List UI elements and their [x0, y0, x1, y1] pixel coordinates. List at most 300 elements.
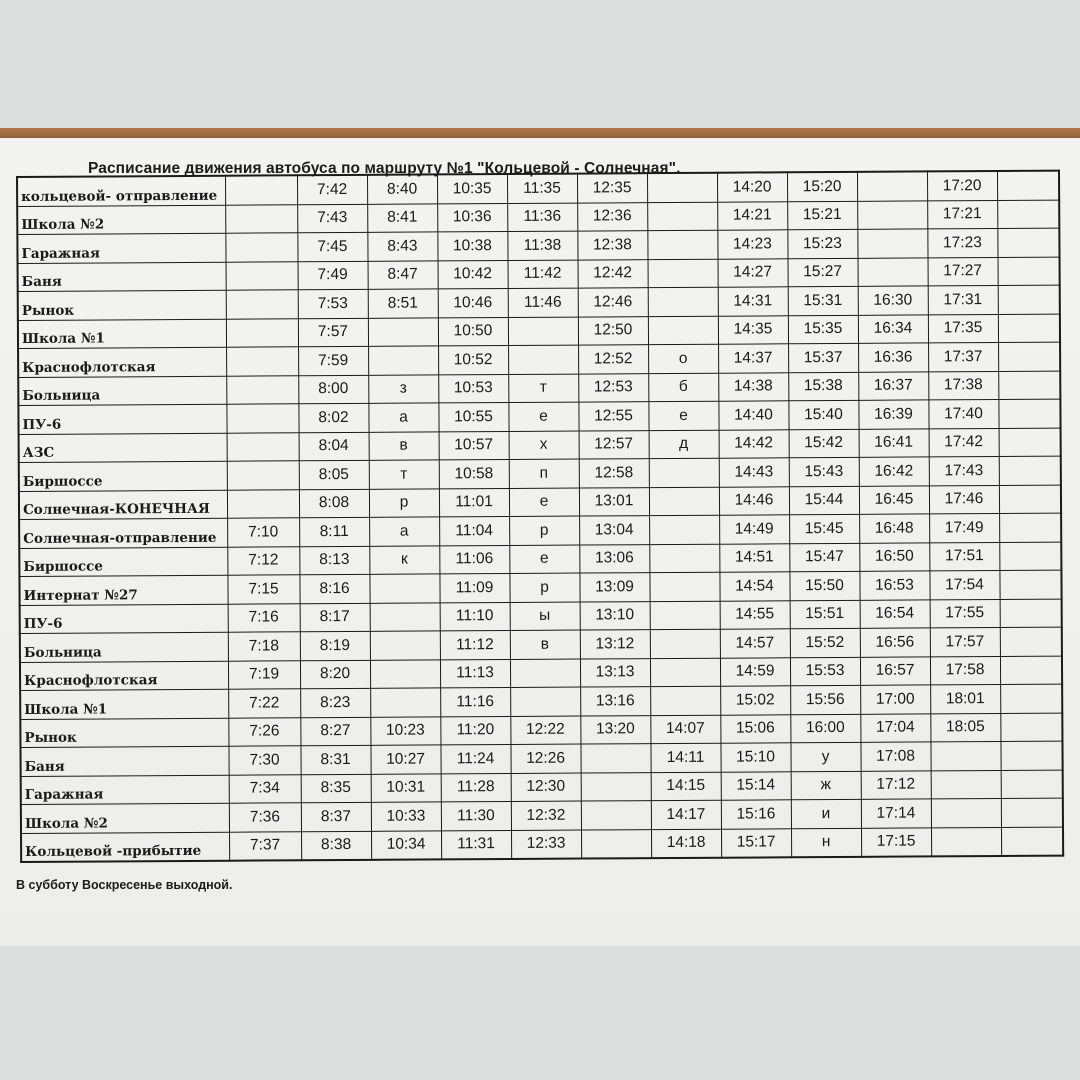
time-cell	[370, 688, 440, 717]
time-cell: у	[790, 742, 860, 771]
time-cell	[648, 287, 718, 316]
time-cell: д	[649, 430, 719, 459]
time-cell	[931, 770, 1001, 799]
time-cell: 10:42	[438, 260, 508, 289]
time-cell	[649, 515, 719, 544]
stop-name-cell: Солнечная-отправление	[19, 518, 227, 548]
time-cell	[648, 316, 718, 345]
time-cell	[650, 601, 720, 630]
time-cell: 12:53	[578, 373, 648, 402]
time-cell: е	[508, 402, 578, 431]
time-cell: 7:30	[228, 746, 300, 775]
time-cell: 16:50	[859, 542, 929, 571]
time-cell: 7:26	[228, 717, 300, 746]
time-cell: 16:42	[859, 457, 929, 486]
time-cell	[1000, 713, 1062, 742]
time-cell	[508, 317, 578, 346]
time-cell: 14:15	[651, 772, 721, 801]
time-cell: 16:48	[859, 514, 929, 543]
time-cell	[999, 456, 1061, 485]
stop-name-cell: кольцевой- отправление	[17, 176, 225, 206]
time-cell: 14:49	[719, 515, 789, 544]
time-cell: 7:37	[229, 831, 301, 860]
stop-name-cell: Школа №1	[20, 689, 228, 719]
time-cell: 17:12	[861, 770, 931, 799]
time-cell	[649, 487, 719, 516]
time-cell	[226, 375, 298, 404]
time-cell	[369, 574, 439, 603]
time-cell	[649, 572, 719, 601]
stop-name-cell: Гаражная	[17, 233, 225, 263]
time-cell	[510, 687, 580, 716]
time-cell	[581, 772, 651, 801]
time-cell: в	[510, 630, 580, 659]
time-cell: 12:42	[578, 259, 648, 288]
time-cell	[1001, 798, 1063, 827]
time-cell: 12:52	[578, 345, 648, 374]
time-cell: 7:53	[298, 289, 368, 318]
time-cell: 11:09	[439, 573, 509, 602]
time-cell	[226, 404, 298, 433]
stop-name-cell: Баня	[18, 262, 226, 292]
stop-name-cell: Школа №2	[17, 205, 225, 235]
time-cell: 11:31	[441, 830, 511, 859]
time-cell: 16:00	[790, 714, 860, 743]
time-cell: 14:55	[720, 600, 790, 629]
time-cell: 14:07	[650, 715, 720, 744]
time-cell: 10:55	[438, 402, 508, 431]
time-cell: 8:51	[368, 289, 438, 318]
time-cell	[930, 741, 1000, 770]
time-cell	[1000, 741, 1062, 770]
time-cell	[649, 458, 719, 487]
time-cell: 14:46	[719, 486, 789, 515]
time-cell	[226, 318, 298, 347]
time-cell: 15:16	[721, 800, 791, 829]
time-cell: 17:54	[929, 571, 999, 600]
time-cell: 10:50	[438, 317, 508, 346]
time-cell: 8:11	[299, 517, 369, 546]
time-cell: 17:38	[928, 371, 998, 400]
time-cell: 7:19	[228, 660, 300, 689]
time-cell: е	[648, 401, 718, 430]
time-cell: 10:46	[438, 288, 508, 317]
time-cell: 14:51	[719, 543, 789, 572]
time-cell: 14:11	[650, 743, 720, 772]
time-cell: 15:51	[790, 600, 860, 629]
time-cell: 11:13	[440, 659, 510, 688]
stop-name-cell: Баня	[20, 746, 228, 776]
time-cell	[580, 744, 650, 773]
time-cell: 14:17	[651, 800, 721, 829]
time-cell	[510, 659, 580, 688]
time-cell: 15:21	[787, 201, 857, 230]
time-cell: о	[648, 344, 718, 373]
time-cell: 14:43	[719, 458, 789, 487]
time-cell: а	[368, 403, 438, 432]
time-cell: 7:34	[229, 774, 301, 803]
time-cell: 8:04	[299, 432, 369, 461]
time-cell: р	[509, 516, 579, 545]
time-cell: 10:23	[370, 716, 440, 745]
time-cell: н	[791, 828, 861, 857]
time-cell: 12:30	[511, 773, 581, 802]
time-cell: 18:05	[930, 713, 1000, 742]
time-cell	[857, 229, 927, 258]
time-cell: 15:14	[721, 771, 791, 800]
time-cell: 14:57	[720, 629, 790, 658]
time-cell: 7:10	[227, 518, 299, 547]
time-cell: 8:08	[299, 489, 369, 518]
time-cell: 7:18	[228, 632, 300, 661]
time-cell: 7:57	[298, 318, 368, 347]
time-cell: е	[509, 488, 579, 517]
time-cell	[997, 228, 1059, 257]
time-cell: б	[648, 373, 718, 402]
time-cell: 15:42	[789, 429, 859, 458]
time-cell: 10:38	[437, 231, 507, 260]
time-cell: 12:50	[578, 316, 648, 345]
time-cell: 10:35	[437, 174, 507, 203]
time-cell: 7:12	[227, 546, 299, 575]
time-cell: 15:44	[789, 486, 859, 515]
time-cell: 10:57	[439, 431, 509, 460]
time-cell: 11:04	[439, 516, 509, 545]
time-cell: 17:15	[861, 827, 931, 856]
stop-name-cell: Школа №1	[18, 319, 226, 349]
time-cell: 13:09	[579, 573, 649, 602]
time-cell: 11:10	[440, 602, 510, 631]
stop-name-cell: ПУ-6	[18, 404, 226, 434]
time-cell: 13:20	[580, 715, 650, 744]
time-cell: 8:38	[301, 831, 371, 860]
time-cell: 13:13	[580, 658, 650, 687]
background-lower	[0, 946, 1080, 1080]
time-cell: 17:04	[860, 713, 930, 742]
time-cell: 14:20	[717, 172, 787, 201]
time-cell: 10:53	[438, 374, 508, 403]
time-cell	[858, 257, 928, 286]
time-cell	[650, 629, 720, 658]
time-cell: 14:31	[718, 287, 788, 316]
time-cell	[647, 173, 717, 202]
time-cell	[1000, 656, 1062, 685]
time-cell: 17:43	[929, 457, 999, 486]
stop-name-cell: Биршоссе	[19, 461, 227, 491]
time-cell: 10:33	[371, 802, 441, 831]
time-cell	[370, 631, 440, 660]
schedule-table-wrapper	[16, 170, 1064, 863]
time-cell: 14:18	[651, 829, 721, 858]
time-cell: 14:35	[718, 315, 788, 344]
stop-name-cell: Больница	[18, 376, 226, 406]
time-cell: 7:43	[297, 204, 367, 233]
stop-name-cell: Рынок	[20, 718, 228, 748]
time-cell	[997, 200, 1059, 229]
time-cell: 17:57	[930, 627, 1000, 656]
time-cell	[998, 285, 1060, 314]
time-cell: 10:34	[371, 830, 441, 859]
time-cell: 14:54	[719, 572, 789, 601]
time-cell: 10:31	[371, 773, 441, 802]
time-cell: 18:01	[930, 684, 1000, 713]
time-cell: 8:00	[298, 375, 368, 404]
time-cell	[649, 544, 719, 573]
time-cell	[650, 686, 720, 715]
time-cell: 15:37	[788, 343, 858, 372]
time-cell: 7:59	[298, 346, 368, 375]
time-cell	[931, 827, 1001, 856]
time-cell	[1001, 770, 1063, 799]
time-cell: т	[508, 374, 578, 403]
time-cell: 11:20	[440, 716, 510, 745]
time-cell: 8:35	[301, 774, 371, 803]
time-cell	[647, 230, 717, 259]
time-cell: 13:16	[580, 687, 650, 716]
time-cell: 15:40	[788, 400, 858, 429]
time-cell	[998, 342, 1060, 371]
stop-name-cell: Рынок	[18, 290, 226, 320]
time-cell: 16:57	[860, 656, 930, 685]
time-cell: 8:13	[299, 546, 369, 575]
time-cell	[998, 314, 1060, 343]
time-cell: 15:52	[790, 628, 860, 657]
time-cell: 11:28	[441, 773, 511, 802]
time-cell: р	[509, 573, 579, 602]
time-cell: 14:21	[717, 201, 787, 230]
time-cell: 15:45	[789, 514, 859, 543]
time-cell: 16:37	[858, 371, 928, 400]
stop-name-cell: ПУ-6	[20, 604, 228, 634]
time-cell	[999, 542, 1061, 571]
time-cell: 8:40	[367, 174, 437, 203]
time-cell: 15:23	[787, 229, 857, 258]
time-cell	[1000, 684, 1062, 713]
time-cell	[999, 428, 1061, 457]
time-cell	[226, 261, 298, 290]
time-cell	[1000, 599, 1062, 628]
time-cell: 17:55	[930, 599, 1000, 628]
time-cell: 14:40	[718, 401, 788, 430]
time-cell: 7:36	[229, 803, 301, 832]
time-cell: 7:15	[227, 575, 299, 604]
time-cell	[581, 829, 651, 858]
time-cell: 12:38	[577, 231, 647, 260]
time-cell: 12:26	[510, 744, 580, 773]
time-cell: 12:55	[578, 402, 648, 431]
time-cell: 17:35	[928, 314, 998, 343]
time-cell: 14:27	[718, 258, 788, 287]
time-cell: 17:46	[929, 485, 999, 514]
time-cell: 8:37	[301, 802, 371, 831]
schedule-title: Расписание движения автобуса по маршруту №1 "Кольцевой - Солнечная".	[88, 160, 681, 177]
time-cell: 17:49	[929, 514, 999, 543]
time-cell: 11:46	[508, 288, 578, 317]
time-cell: 10:36	[437, 203, 507, 232]
time-cell	[226, 290, 298, 319]
time-cell: 17:20	[927, 171, 997, 200]
time-cell: 17:42	[929, 428, 999, 457]
table-row	[21, 827, 1063, 862]
time-cell: 12:46	[578, 288, 648, 317]
time-cell: к	[369, 545, 439, 574]
time-cell: 16:36	[858, 343, 928, 372]
time-cell	[857, 200, 927, 229]
time-cell: 15:06	[720, 714, 790, 743]
stop-name-cell: Кольцевой -прибытие	[21, 832, 229, 862]
stop-name-cell: АЗС	[19, 433, 227, 463]
time-cell: т	[369, 460, 439, 489]
time-cell: 11:24	[440, 744, 510, 773]
time-cell	[931, 798, 1001, 827]
time-cell	[368, 317, 438, 346]
time-cell: 15:38	[788, 372, 858, 401]
time-cell	[227, 432, 299, 461]
time-cell: 7:22	[228, 689, 300, 718]
time-cell: 16:39	[858, 400, 928, 429]
time-cell: 15:43	[789, 457, 859, 486]
time-cell: в	[369, 431, 439, 460]
time-cell: 8:41	[367, 203, 437, 232]
time-cell: 8:19	[300, 631, 370, 660]
time-cell: 17:58	[930, 656, 1000, 685]
time-cell: 14:42	[719, 429, 789, 458]
schedule-table	[16, 170, 1064, 863]
time-cell	[1000, 627, 1062, 656]
time-cell	[370, 659, 440, 688]
time-cell: 11:12	[440, 630, 510, 659]
time-cell	[508, 345, 578, 374]
time-cell	[370, 602, 440, 631]
time-cell: 12:32	[511, 801, 581, 830]
time-cell: 16:41	[859, 428, 929, 457]
time-cell: 8:16	[299, 574, 369, 603]
time-cell: 7:49	[298, 261, 368, 290]
time-cell	[226, 347, 298, 376]
time-cell: 14:37	[718, 344, 788, 373]
time-cell: 17:00	[860, 685, 930, 714]
time-cell: 11:35	[507, 174, 577, 203]
time-cell: 17:51	[929, 542, 999, 571]
time-cell: 14:59	[720, 657, 790, 686]
time-cell: 16:54	[860, 599, 930, 628]
stop-name-cell: Интернат №27	[19, 575, 227, 605]
stop-name-cell: Солнечная-КОНЕЧНАЯ	[19, 490, 227, 520]
time-cell	[225, 233, 297, 262]
time-cell: 13:10	[580, 601, 650, 630]
time-cell: 17:21	[927, 200, 997, 229]
time-cell: 17:31	[928, 286, 998, 315]
time-cell: 17:23	[927, 229, 997, 258]
time-cell: 8:23	[300, 688, 370, 717]
time-cell	[227, 489, 299, 518]
time-cell: 15:31	[788, 286, 858, 315]
time-cell: 11:01	[439, 488, 509, 517]
footnote: В субботу Воскресенье выходной.	[16, 878, 233, 892]
time-cell: а	[369, 517, 439, 546]
time-cell: 16:53	[859, 571, 929, 600]
time-cell: 14:23	[717, 230, 787, 259]
schedule-table-body	[17, 171, 1063, 862]
time-cell: 12:22	[510, 716, 580, 745]
time-cell	[648, 259, 718, 288]
time-cell: ж	[791, 771, 861, 800]
time-cell: 17:14	[861, 799, 931, 828]
time-cell	[227, 461, 299, 490]
time-cell: 13:06	[579, 544, 649, 573]
time-cell: 11:06	[439, 545, 509, 574]
time-cell	[225, 175, 297, 204]
time-cell: 16:45	[859, 485, 929, 514]
time-cell	[998, 399, 1060, 428]
time-cell	[997, 171, 1059, 200]
time-cell: з	[368, 374, 438, 403]
time-cell	[999, 485, 1061, 514]
time-cell: 8:20	[300, 660, 370, 689]
time-cell: 15:17	[721, 828, 791, 857]
time-cell: 7:42	[297, 175, 367, 204]
time-cell	[650, 658, 720, 687]
time-cell: и	[791, 799, 861, 828]
time-cell	[999, 570, 1061, 599]
time-cell: 8:27	[300, 717, 370, 746]
time-cell: 15:10	[720, 743, 790, 772]
time-cell: 11:36	[507, 203, 577, 232]
time-cell: р	[369, 488, 439, 517]
time-cell	[647, 202, 717, 231]
time-cell: 15:35	[788, 315, 858, 344]
time-cell: 11:38	[507, 231, 577, 260]
time-cell: 8:02	[298, 403, 368, 432]
time-cell: 16:34	[858, 314, 928, 343]
time-cell: 12:36	[577, 202, 647, 231]
stop-name-cell: Гаражная	[21, 775, 229, 805]
time-cell: 7:45	[297, 232, 367, 261]
time-cell: 11:30	[441, 801, 511, 830]
time-cell: 12:35	[577, 173, 647, 202]
time-cell: 11:16	[440, 687, 510, 716]
time-cell: 15:27	[788, 258, 858, 287]
time-cell	[1001, 827, 1063, 856]
stop-name-cell: Больница	[20, 632, 228, 662]
time-cell: 17:37	[928, 343, 998, 372]
stop-name-cell: Биршоссе	[19, 547, 227, 577]
time-cell	[368, 346, 438, 375]
time-cell: 15:47	[789, 543, 859, 572]
time-cell: х	[509, 431, 579, 460]
stop-name-cell: Школа №2	[21, 803, 229, 833]
time-cell: 13:04	[579, 516, 649, 545]
time-cell: 17:08	[860, 742, 930, 771]
time-cell: 10:27	[370, 745, 440, 774]
time-cell: 16:56	[860, 628, 930, 657]
time-cell: 8:31	[300, 745, 370, 774]
time-cell: 13:01	[579, 487, 649, 516]
stop-name-cell: Краснофлотская	[18, 347, 226, 377]
time-cell: 15:56	[790, 685, 860, 714]
time-cell: п	[509, 459, 579, 488]
time-cell: 8:47	[368, 260, 438, 289]
time-cell: 15:20	[787, 172, 857, 201]
time-cell: 8:05	[299, 460, 369, 489]
time-cell: е	[509, 545, 579, 574]
time-cell: 8:43	[367, 232, 437, 261]
time-cell: 15:53	[790, 657, 860, 686]
time-cell	[998, 257, 1060, 286]
time-cell: 12:33	[511, 830, 581, 859]
time-cell: 10:52	[438, 345, 508, 374]
time-cell: 15:02	[720, 686, 790, 715]
